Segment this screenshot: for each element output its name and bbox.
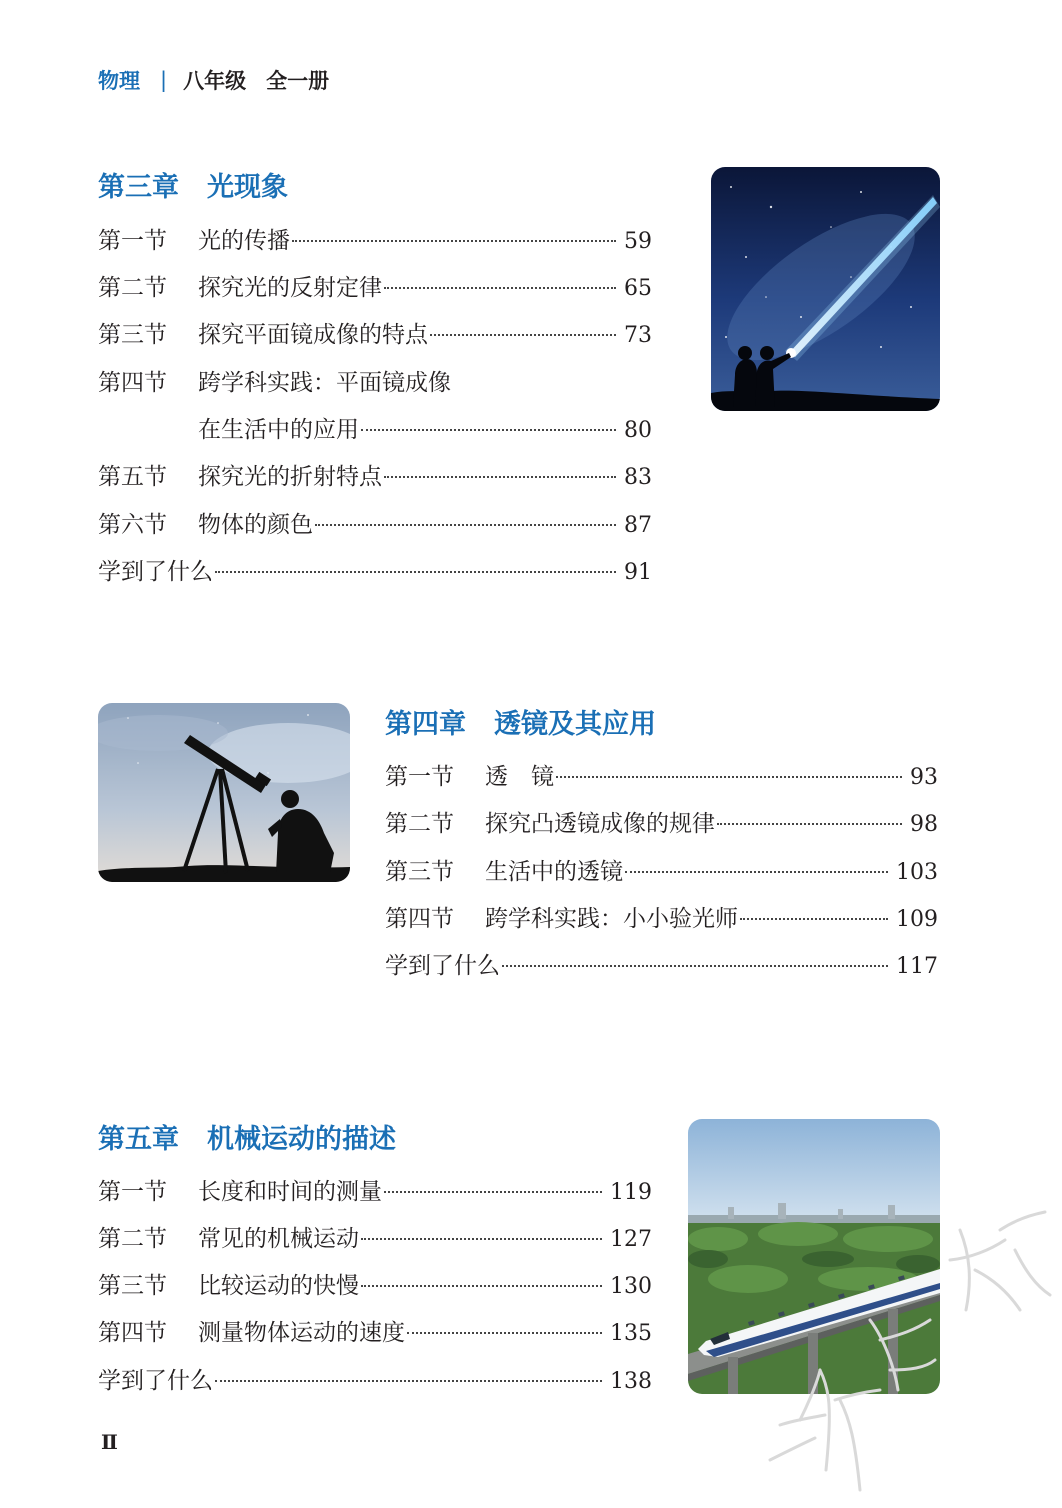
chapter-5-heading	[98, 1117, 396, 1156]
toc-entry[interactable]	[98, 510, 652, 541]
page-number: 117	[896, 954, 938, 979]
chapter-number: 第四章	[385, 709, 466, 740]
toc-entry[interactable]	[385, 857, 938, 888]
page-number: 80	[624, 418, 652, 443]
dot-leader	[740, 918, 888, 920]
entry-title: 比较运动的快慢	[198, 1273, 359, 1299]
grade-label: 八年级	[183, 69, 247, 93]
toc-entry[interactable]	[98, 1271, 652, 1302]
entry-title: 跨学科实践：小小验光师	[485, 906, 738, 932]
toc-entry[interactable]	[98, 462, 652, 493]
section-label: 第四节	[385, 906, 454, 932]
entry-title: 跨学科实践：平面镜成像	[198, 370, 451, 396]
entry-title: 光的传播	[198, 228, 290, 254]
section-label: 第一节	[98, 228, 167, 254]
entry-title: 探究光的折射特点	[198, 464, 382, 490]
section-label: 第一节	[385, 764, 454, 790]
page-number: 109	[896, 907, 938, 932]
entry-title: 长度和时间的测量	[198, 1179, 382, 1205]
night-sky-laser-photo	[711, 167, 940, 411]
entry-title: 学到了什么	[98, 1368, 213, 1394]
entry-title: 物体的颜色	[198, 512, 313, 538]
page-number: 98	[910, 812, 938, 837]
dot-leader	[292, 240, 616, 242]
toc-entry-summary[interactable]	[98, 1366, 652, 1397]
section-label: 第二节	[98, 1226, 167, 1252]
section-label: 第一节	[98, 1179, 167, 1205]
entry-title: 生活中的透镜	[485, 859, 623, 885]
toc-entry[interactable]	[385, 762, 938, 793]
running-header	[98, 64, 329, 96]
chapter-title: 机械运动的描述	[207, 1124, 396, 1155]
dot-leader	[430, 334, 616, 336]
page-number: 91	[624, 560, 652, 585]
dot-leader	[384, 287, 616, 289]
chapter-number: 第五章	[98, 1124, 179, 1155]
entry-title: 常见的机械运动	[198, 1226, 359, 1252]
toc-entry[interactable]	[385, 904, 938, 935]
dot-leader	[556, 776, 902, 778]
toc-entry-continuation[interactable]	[198, 415, 652, 446]
toc-entry[interactable]	[385, 809, 938, 840]
page-number: 130	[610, 1274, 652, 1299]
page-number: 73	[624, 323, 652, 348]
dot-leader	[625, 871, 888, 873]
page-number: 59	[624, 229, 652, 254]
toc-entry[interactable]	[98, 226, 652, 257]
entry-title: 透 镜	[485, 764, 554, 790]
high-speed-train-photo	[688, 1119, 940, 1394]
section-label: 第二节	[98, 275, 167, 301]
chapter-4-heading	[385, 702, 656, 741]
section-label: 第二节	[385, 811, 454, 837]
dot-leader	[361, 429, 616, 431]
section-label: 第四节	[98, 1320, 167, 1346]
toc-entry-summary[interactable]	[98, 557, 652, 588]
toc-entry-summary[interactable]	[385, 951, 938, 982]
volume-label: 全一册	[266, 69, 330, 93]
dot-leader	[502, 965, 888, 967]
page-number: 93	[910, 765, 938, 790]
entry-title: 探究光的反射定律	[198, 275, 382, 301]
toc-entry[interactable]	[98, 1318, 652, 1349]
toc-entry[interactable]	[98, 1224, 652, 1255]
dot-leader	[384, 476, 616, 478]
entry-title: 学到了什么	[385, 953, 500, 979]
toc-entry[interactable]	[98, 273, 652, 304]
page-number-roman: Ⅱ	[101, 1430, 118, 1454]
page-number: 135	[610, 1321, 652, 1346]
page-number: 65	[624, 276, 652, 301]
toc-entry[interactable]	[98, 1177, 652, 1208]
section-label: 第三节	[98, 1273, 167, 1299]
subject-label: 物理	[98, 69, 140, 93]
page-number: 127	[610, 1227, 652, 1252]
section-label: 第三节	[98, 322, 167, 348]
toc-entry[interactable]	[98, 320, 652, 351]
entry-title: 学到了什么	[98, 559, 213, 585]
toc-entry[interactable]	[98, 368, 652, 398]
dot-leader	[407, 1332, 602, 1334]
section-label: 第五节	[98, 464, 167, 490]
entry-title: 测量物体运动的速度	[198, 1320, 405, 1346]
chapter-title: 透镜及其应用	[494, 709, 656, 740]
section-label: 第三节	[385, 859, 454, 885]
page-number: 119	[610, 1180, 652, 1205]
page-number: 103	[896, 860, 938, 885]
entry-title: 探究平面镜成像的特点	[198, 322, 428, 348]
entry-title: 在生活中的应用	[198, 417, 359, 443]
page-number: 83	[624, 465, 652, 490]
dot-leader	[717, 823, 902, 825]
entry-title: 探究凸透镜成像的规律	[485, 811, 715, 837]
section-label: 第四节	[98, 370, 167, 396]
dot-leader	[215, 1380, 602, 1382]
dot-leader	[315, 524, 616, 526]
page-number: 87	[624, 513, 652, 538]
chapter-3-heading	[98, 165, 288, 204]
dot-leader	[384, 1191, 602, 1193]
chapter-title: 光现象	[207, 172, 288, 203]
dot-leader	[215, 571, 616, 573]
page-number: 138	[610, 1369, 652, 1394]
dot-leader	[361, 1238, 602, 1240]
dot-leader	[361, 1285, 602, 1287]
section-label: 第六节	[98, 512, 167, 538]
telescope-silhouette-photo	[98, 703, 350, 882]
chapter-number: 第三章	[98, 172, 179, 203]
header-separator: |	[160, 68, 168, 92]
